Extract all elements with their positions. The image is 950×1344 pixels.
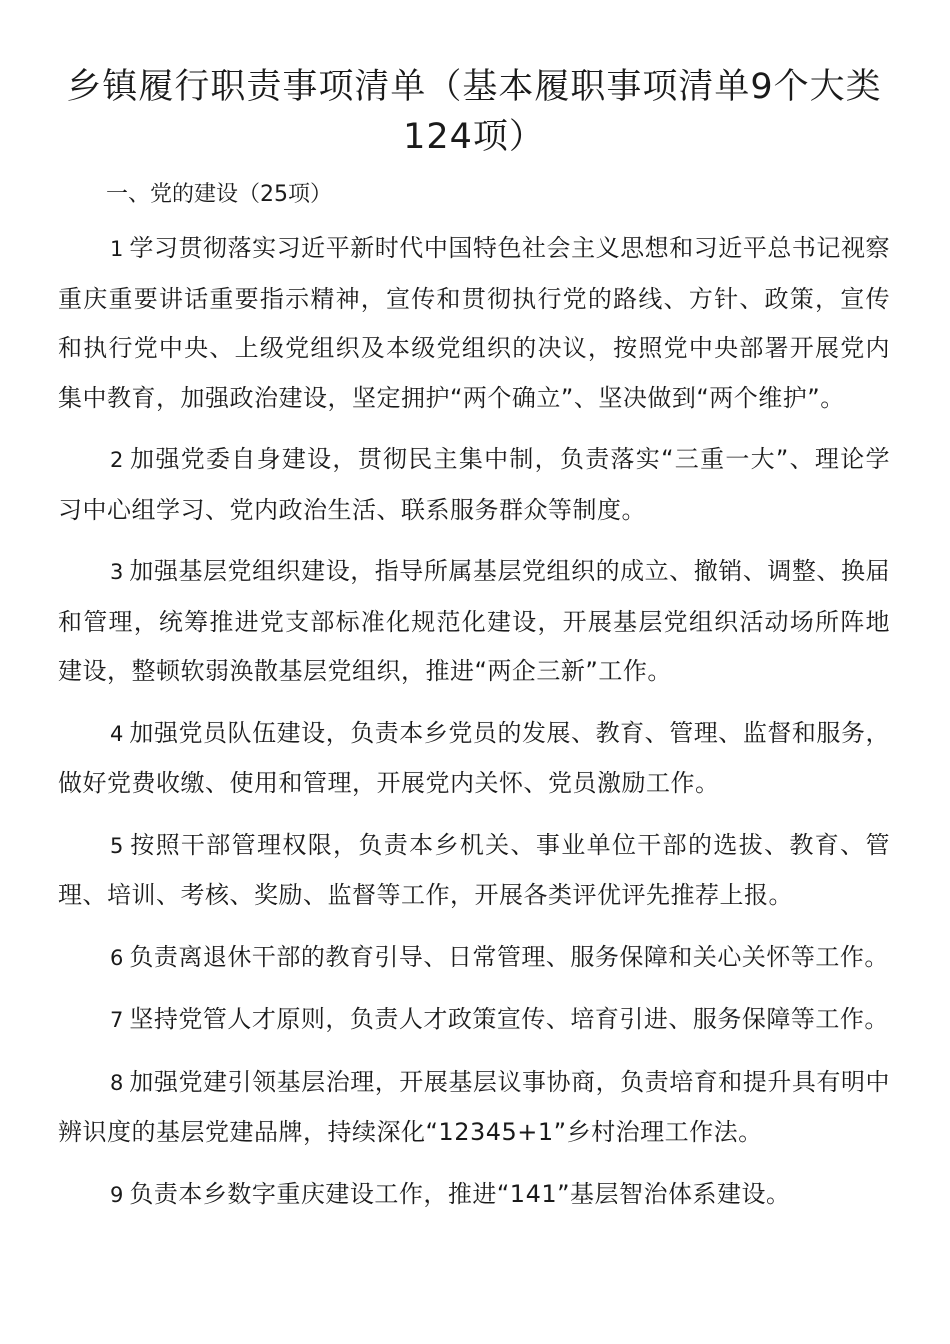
item-text: 负责本乡数字重庆建设工作，推进“141”基层智治体系建设。: [129, 1179, 791, 1208]
item-text: 加强基层党组织建设，指导所属基层党组织的成立、撤销、调整、换届和管理，统筹推进党支部标准化规范化建设，开展基层党组织活动场所阵地建设，整顿软弱涣散基层党组织，推进“两企三新”工作。: [58, 557, 890, 685]
item-number: 9: [110, 1182, 124, 1207]
section-heading: 一、党的建设（25项）: [106, 182, 332, 207]
item-text: 负责离退休干部的教育引导、日常管理、服务保障和关心关怀等工作。: [129, 942, 889, 971]
document-title: 乡镇履行职责事项清单（基本履职事项清单9个大类124项）: [66, 67, 882, 157]
item-number: 2: [110, 448, 124, 472]
list-item: [58, 224, 890, 423]
list-item: [58, 709, 890, 809]
list-item: [58, 933, 890, 984]
item-number: 6: [110, 945, 124, 970]
item-text: 加强党建引领基层治理，开展基层议事协商，负责培育和提升具有明中辨识度的基层党建品牌，持续深化“12345+1”乡村治理工作法。: [58, 1067, 890, 1146]
list-item: [58, 547, 890, 697]
item-text: 坚持党管人才原则，负责人才政策宣传、培育引进、服务保障等工作。: [129, 1005, 889, 1033]
list-item: [58, 1058, 890, 1158]
item-text: 加强党委自身建设，贯彻民主集中制，负责落实“三重一大”、理论学习中心组学习、党内政治生活、联系服务群众等制度。: [58, 445, 890, 524]
item-number: 5: [110, 833, 124, 858]
item-number: 8: [110, 1070, 124, 1095]
list-item: [58, 1170, 890, 1221]
item-text: 学习贯彻落实习近平新时代中国特色社会主义思想和习近平总书记视察重庆重要讲话重要指示精神，宣传和贯彻执行党的路线、方针、政策，宣传和执行党中央、上级党组织及本级党组织的决议，按照党中央部署开展党内集中教育，加强政治建设，坚定拥护“两个确立”、坚决做到“两个维护”。: [58, 234, 890, 412]
item-number: 3: [110, 560, 124, 584]
list-item: [58, 435, 890, 535]
item-number: 7: [110, 1008, 124, 1032]
item-text: 按照干部管理权限，负责本乡机关、事业单位干部的选拔、教育、管理、培训、考核、奖励、监督等工作，开展各类评优评先推荐上报。: [58, 830, 890, 909]
item-number: 1: [110, 237, 124, 261]
list-item: [58, 995, 890, 1046]
item-text: 加强党员队伍建设，负责本乡党员的发展、教育、管理、监督和服务，做好党费收缴、使用和管理，开展党内关怀、党员激励工作。: [58, 718, 890, 797]
list-item: [58, 821, 890, 921]
item-number: 4: [110, 721, 124, 746]
